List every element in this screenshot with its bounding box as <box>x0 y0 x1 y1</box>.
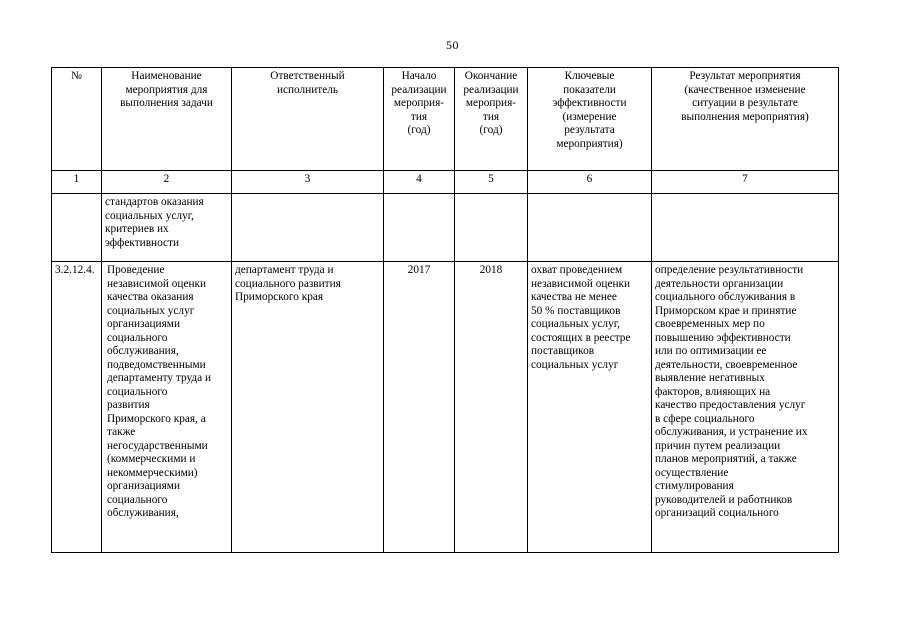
column-number-row <box>52 171 839 194</box>
measures-table <box>51 67 839 553</box>
cell-indicators <box>528 194 652 262</box>
column-number: 3 <box>232 171 384 194</box>
cell-number: 3.2.12.4. <box>52 262 102 553</box>
column-number: 2 <box>102 171 232 194</box>
header-number: № <box>52 68 102 171</box>
column-number: 1 <box>52 171 102 194</box>
cell-executor: департамент труда и социального развития Приморского края <box>232 262 384 553</box>
column-number: 6 <box>528 171 652 194</box>
table-row <box>52 262 839 553</box>
header-executor: Ответственный исполнитель <box>232 68 384 171</box>
column-number: 5 <box>455 171 528 194</box>
header-indicators: Ключевые показатели эффективности (измерение результата мероприятия) <box>528 68 652 171</box>
cell-start-year: 2017 <box>384 262 455 553</box>
header-end-year: Окончание реализации мероприя- тия (год) <box>455 68 528 171</box>
header-row <box>52 68 839 171</box>
cell-end-year: 2018 <box>455 262 528 553</box>
cell-end-year <box>455 194 528 262</box>
cell-executor <box>232 194 384 262</box>
cell-name: стандартов оказания социальных услуг, критериев их эффективности <box>102 194 232 262</box>
cell-number <box>52 194 102 262</box>
header-start-year: Начало реализации мероприя- тия (год) <box>384 68 455 171</box>
column-number: 4 <box>384 171 455 194</box>
page-number: 50 <box>446 38 459 52</box>
cell-indicators: охват проведением независимой оценки качества не менее 50 % поставщиков социальных услуг, состоящих в реестре поставщиков социальных услуг <box>528 262 652 553</box>
cell-name: Проведение независимой оценки качества оказания социальных услуг организациями социального обслуживания, подведомственными департаменту труда и социального развития Приморского края, а также негосударственными (коммерческими и некоммерческими) организациями социального обслуживания, <box>102 262 232 553</box>
continuation-row <box>52 194 839 262</box>
cell-result: определение результативности деятельности организации социального обслуживания в Приморском крае и принятие своевременных мер по повышению эффективности или по оптимизации ее деятельности, своевременное выявление негативных факторов, влияющих на качество предоставления услуг в сфере социального обслуживания, и устранение их причин путем реализации планов мероприятий, а также осуществление стимулирования руководителей и работников организаций социального <box>652 262 839 553</box>
column-number: 7 <box>652 171 839 194</box>
header-name: Наименование мероприятия для выполнения задачи <box>102 68 232 171</box>
header-result: Результат мероприятия (качественное изменение ситуации в результате выполнения мероприятия) <box>652 68 839 171</box>
cell-start-year <box>384 194 455 262</box>
cell-result <box>652 194 839 262</box>
